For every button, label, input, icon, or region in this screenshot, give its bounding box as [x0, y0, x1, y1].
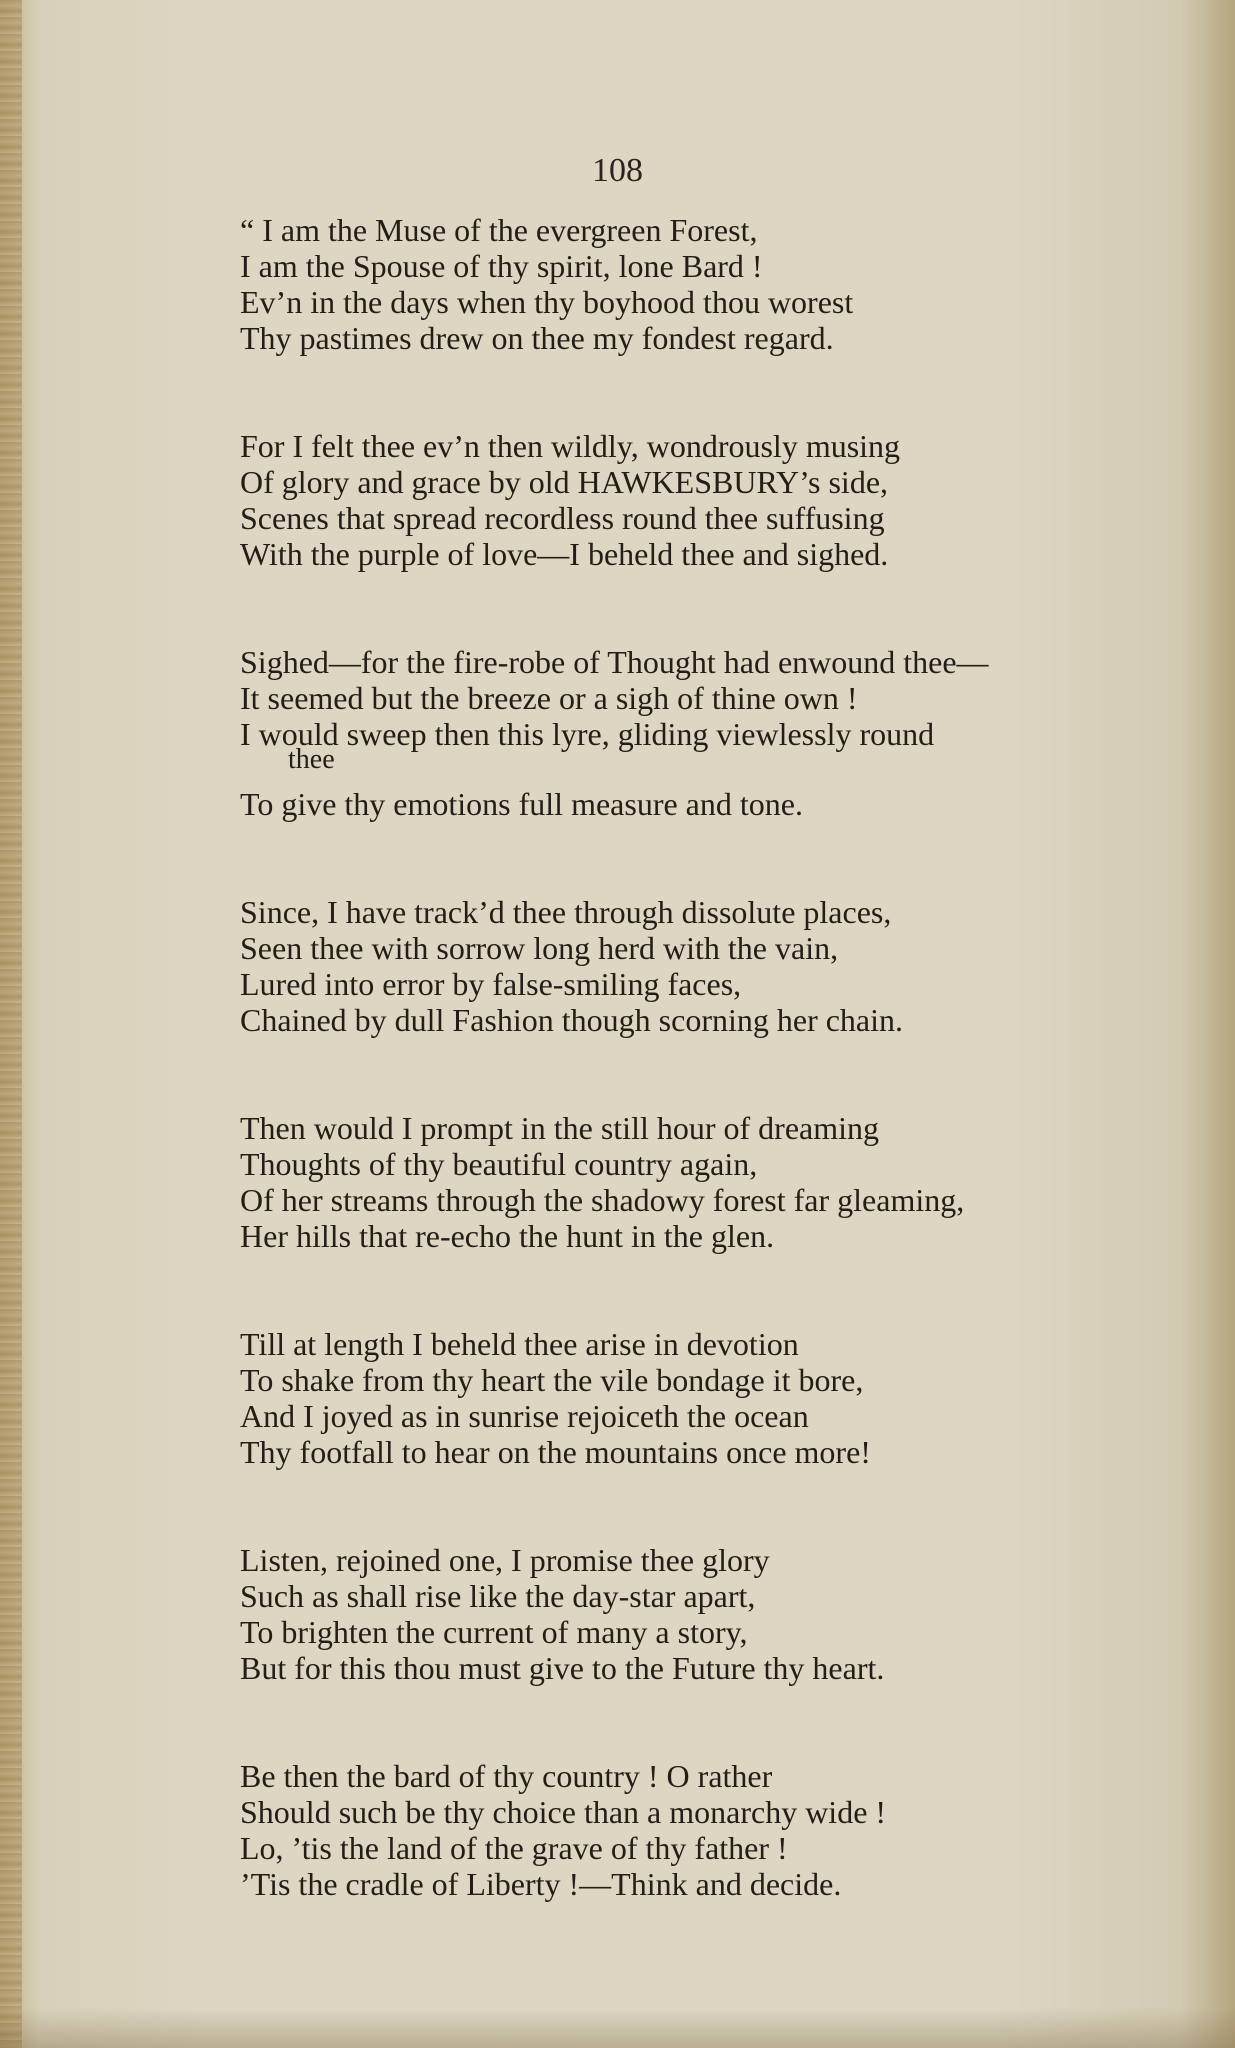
poem-line: Lured into error by false-smiling faces, [240, 966, 742, 1002]
poem-line: I am the Spouse of thy spirit, lone Bard ! [240, 248, 763, 284]
page-bottom-edge [0, 2008, 1235, 2048]
page-spine-edge [0, 0, 22, 2048]
page-number: 108 [592, 152, 643, 189]
poem-line: Such as shall rise like the day-star apart, [240, 1578, 756, 1614]
poem-line-continuation: thee [288, 744, 335, 775]
stanza-5 [240, 1110, 1160, 1254]
poem-line: Her hills that re-echo the hunt in the glen. [240, 1218, 775, 1254]
poem-line: But for this thou must give to the Future thy heart. [240, 1650, 885, 1686]
poem-line: For I felt thee ev’n then wildly, wondrously musing [240, 428, 901, 464]
poem-line: It seemed but the breeze or a sigh of thine own ! [240, 680, 858, 716]
poem-line: Of glory and grace by old HAWKESBURY’s side, [240, 464, 889, 500]
poem-line: Of her streams through the shadowy forest far gleaming, [240, 1182, 965, 1218]
stanza-3 [240, 644, 1160, 822]
poem-line: Scenes that spread recordless round thee suffusing [240, 500, 885, 536]
poem-line: Thoughts of thy beautiful country again, [240, 1146, 758, 1182]
poem-line: Then would I prompt in the still hour of dreaming [240, 1110, 879, 1146]
poem-line: I would sweep then this lyre, gliding viewlessly round [240, 716, 935, 752]
stanza-8 [240, 1758, 1160, 1902]
poem-line: Listen, rejoined one, I promise thee glory [240, 1542, 770, 1578]
poem-line: Till at length I beheld thee arise in devotion [240, 1326, 799, 1362]
poem-line: To give thy emotions full measure and tone. [240, 786, 803, 822]
stanza-6 [240, 1326, 1160, 1470]
poem-line: Be then the bard of thy country ! O rather [240, 1758, 773, 1794]
stanza-1 [240, 212, 1160, 356]
poem-line: Seen thee with sorrow long herd with the vain, [240, 930, 839, 966]
poem-line: To shake from thy heart the vile bondage it bore, [240, 1362, 864, 1398]
poem-line: Chained by dull Fashion though scorning her chain. [240, 1002, 904, 1038]
stanza-7 [240, 1542, 1160, 1686]
stanza-4 [240, 894, 1160, 1038]
poem-line: And I joyed as in sunrise rejoiceth the ocean [240, 1398, 809, 1434]
stanza-2 [240, 428, 1160, 572]
poem-line: Thy footfall to hear on the mountains once more! [240, 1434, 871, 1470]
poem-line: Ev’n in the days when thy boyhood thou worest [240, 284, 854, 320]
poem-line: To brighten the current of many a story, [240, 1614, 748, 1650]
poem-line: Since, I have track’d thee through dissolute places, [240, 894, 892, 930]
poem-line: ’Tis the cradle of Liberty !—Think and decide. [240, 1866, 842, 1902]
poem-line: Thy pastimes drew on thee my fondest regard. [240, 320, 834, 356]
poem-line: Should such be thy choice than a monarchy wide ! [240, 1794, 887, 1830]
poem-line: With the purple of love—I beheld thee and sighed. [240, 536, 889, 572]
poem-line: Lo, ’tis the land of the grave of thy father ! [240, 1830, 788, 1866]
poem-line: “ I am the Muse of the evergreen Forest, [240, 212, 758, 248]
poem-body [240, 212, 1160, 1974]
poem-line: Sighed—for the fire-robe of Thought had enwound thee— [240, 644, 989, 680]
